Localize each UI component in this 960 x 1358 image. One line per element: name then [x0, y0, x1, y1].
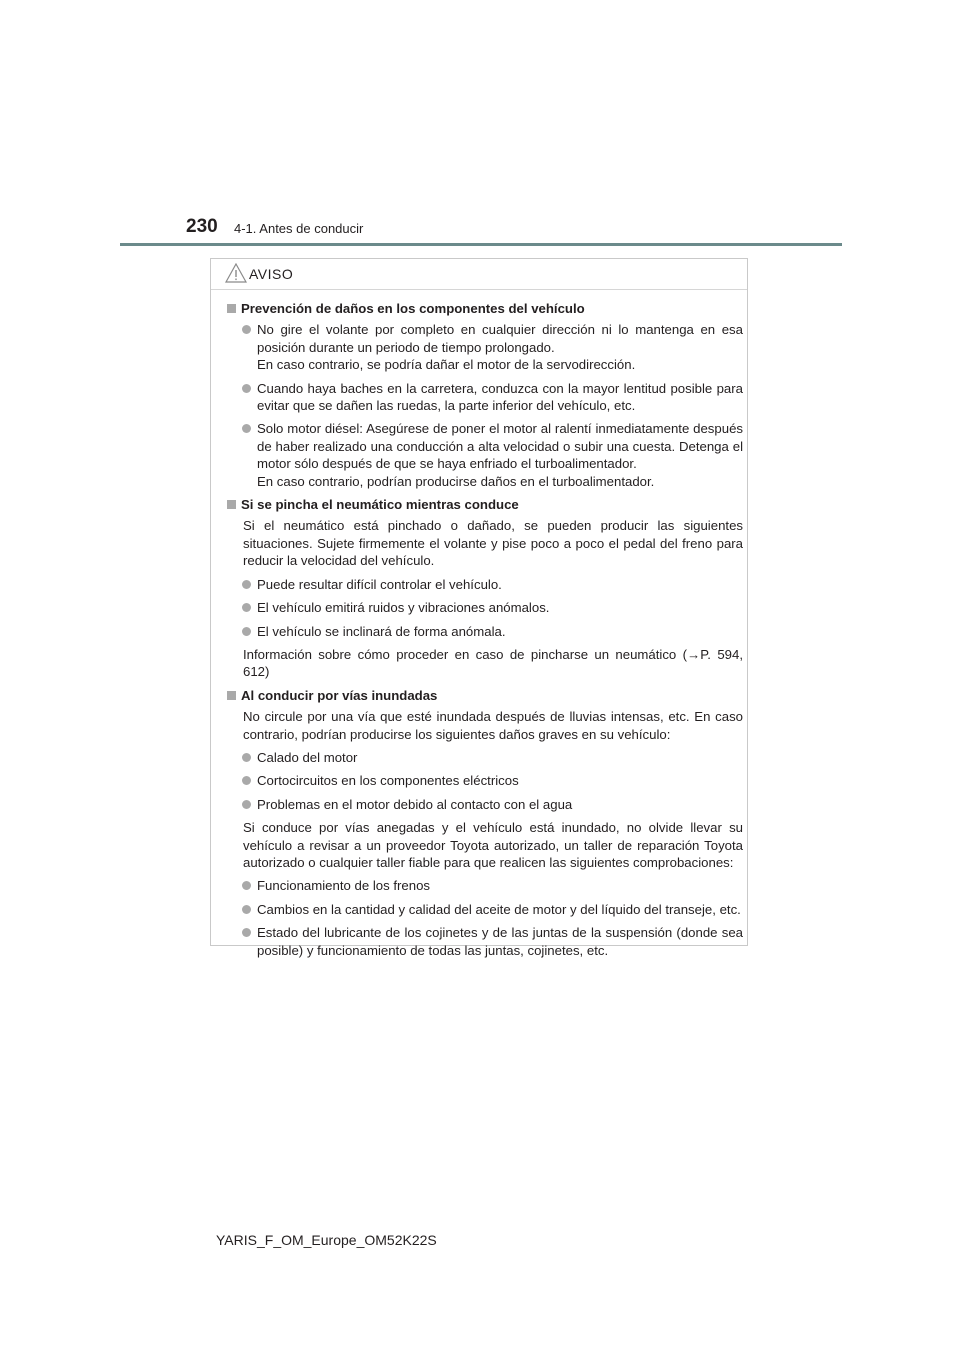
paragraph: [227, 708, 743, 743]
text-line: En caso contrario, podrían producirse daños en el turboalimentador.: [257, 473, 655, 489]
bullet-item: [227, 623, 743, 640]
section-heading: Al conducir por vías inundadas: [227, 687, 743, 704]
text-line: Si el neumático está pinchado o dañado, se pueden producir las siguientes situaciones. Sujete firmemente el volante y pise poco a poco el pedal del freno para reducir la velocidad del vehículo.: [243, 518, 743, 569]
bullet-item: [227, 924, 743, 959]
text-line: Cuando haya baches en la carretera, conduzca con la mayor lentitud posible para evitar que se dañen las ruedas, la parte inferior del vehículo, etc.: [257, 380, 743, 414]
footer-code: YARIS_F_OM_Europe_OM52K22S: [216, 1232, 437, 1248]
bullet-item: [227, 901, 743, 918]
text-line: Cambios en la cantidad y calidad del aceite de motor y del líquido del transeje, etc.: [257, 901, 741, 917]
text-line: Si conduce por vías anegadas y el vehículo está inundado, no olvide llevar su vehículo a revisar a un proveedor Toyota autorizado, un taller de reparación Toyota autorizado o cualquier taller fiable para que realicen las siguientes comprobaciones:: [243, 820, 743, 870]
bullet-item: [227, 796, 743, 813]
text-line: Puede resultar difícil controlar el vehículo.: [257, 576, 502, 592]
section-heading: Si se pincha el neumático mientras conduce: [227, 496, 743, 513]
paragraph: [227, 819, 743, 871]
text-line: Calado del motor: [257, 749, 358, 765]
section-title: 4-1. Antes de conducir: [234, 221, 364, 236]
text-line: Funcionamiento de los frenos: [257, 878, 431, 894]
text-line: No circule por una vía que esté inundada después de lluvias intensas, etc. En caso contrario, podrían producirse los siguientes daños graves en su vehículo:: [243, 709, 743, 742]
page-number: 230: [186, 216, 218, 237]
warning-header: [211, 259, 747, 290]
warning-triangle-icon: [225, 263, 247, 288]
bullet-item: [227, 772, 743, 789]
bullet-item: [227, 749, 743, 766]
text-line: El vehículo emitirá ruidos y vibraciones anómalos.: [257, 600, 550, 616]
warning-box: [210, 258, 748, 958]
bullet-item: [227, 380, 743, 415]
section-heading: Prevención de daños en los componentes del vehículo: [227, 300, 743, 317]
bullet-item: [227, 420, 743, 490]
text-line: Información sobre cómo proceder en caso de pincharse un neumático (→P. 594, 612): [243, 646, 743, 680]
bullet-item: [227, 599, 743, 616]
warning-title: AVISO: [249, 266, 294, 282]
warning-content: [227, 300, 743, 965]
text-line: Cortocircuitos en los componentes eléctricos: [257, 773, 519, 789]
text-line: El vehículo se inclinará de forma anómala.: [257, 623, 506, 639]
paragraph: [227, 517, 743, 569]
text-line: Solo motor diésel: Asegúrese de poner el motor al ralentí inmediatamente después de haber realizado una conducción a alta velocidad o subir una cuesta. Detenga el motor sólo después de que se haya enfriado el turboalimentador.: [257, 421, 743, 472]
bullet-item: [227, 576, 743, 593]
text-line: Estado del lubricante de los cojinetes y de las juntas de la suspensión (donde sea posible) y funcionamiento de todas las juntas, cojinetes, etc.: [257, 925, 743, 958]
text-line: No gire el volante por completo en cualquier dirección ni lo mantenga en esa posición durante un periodo de tiempo prolongado.: [257, 322, 743, 355]
header-rule: [120, 243, 842, 246]
bullet-item: [227, 321, 743, 373]
text-line: Problemas en el motor debido al contacto con el agua: [257, 796, 573, 812]
paragraph: [227, 646, 743, 681]
bullet-item: [227, 877, 743, 894]
text-line: En caso contrario, se podría dañar el motor de la servodirección.: [257, 357, 636, 373]
